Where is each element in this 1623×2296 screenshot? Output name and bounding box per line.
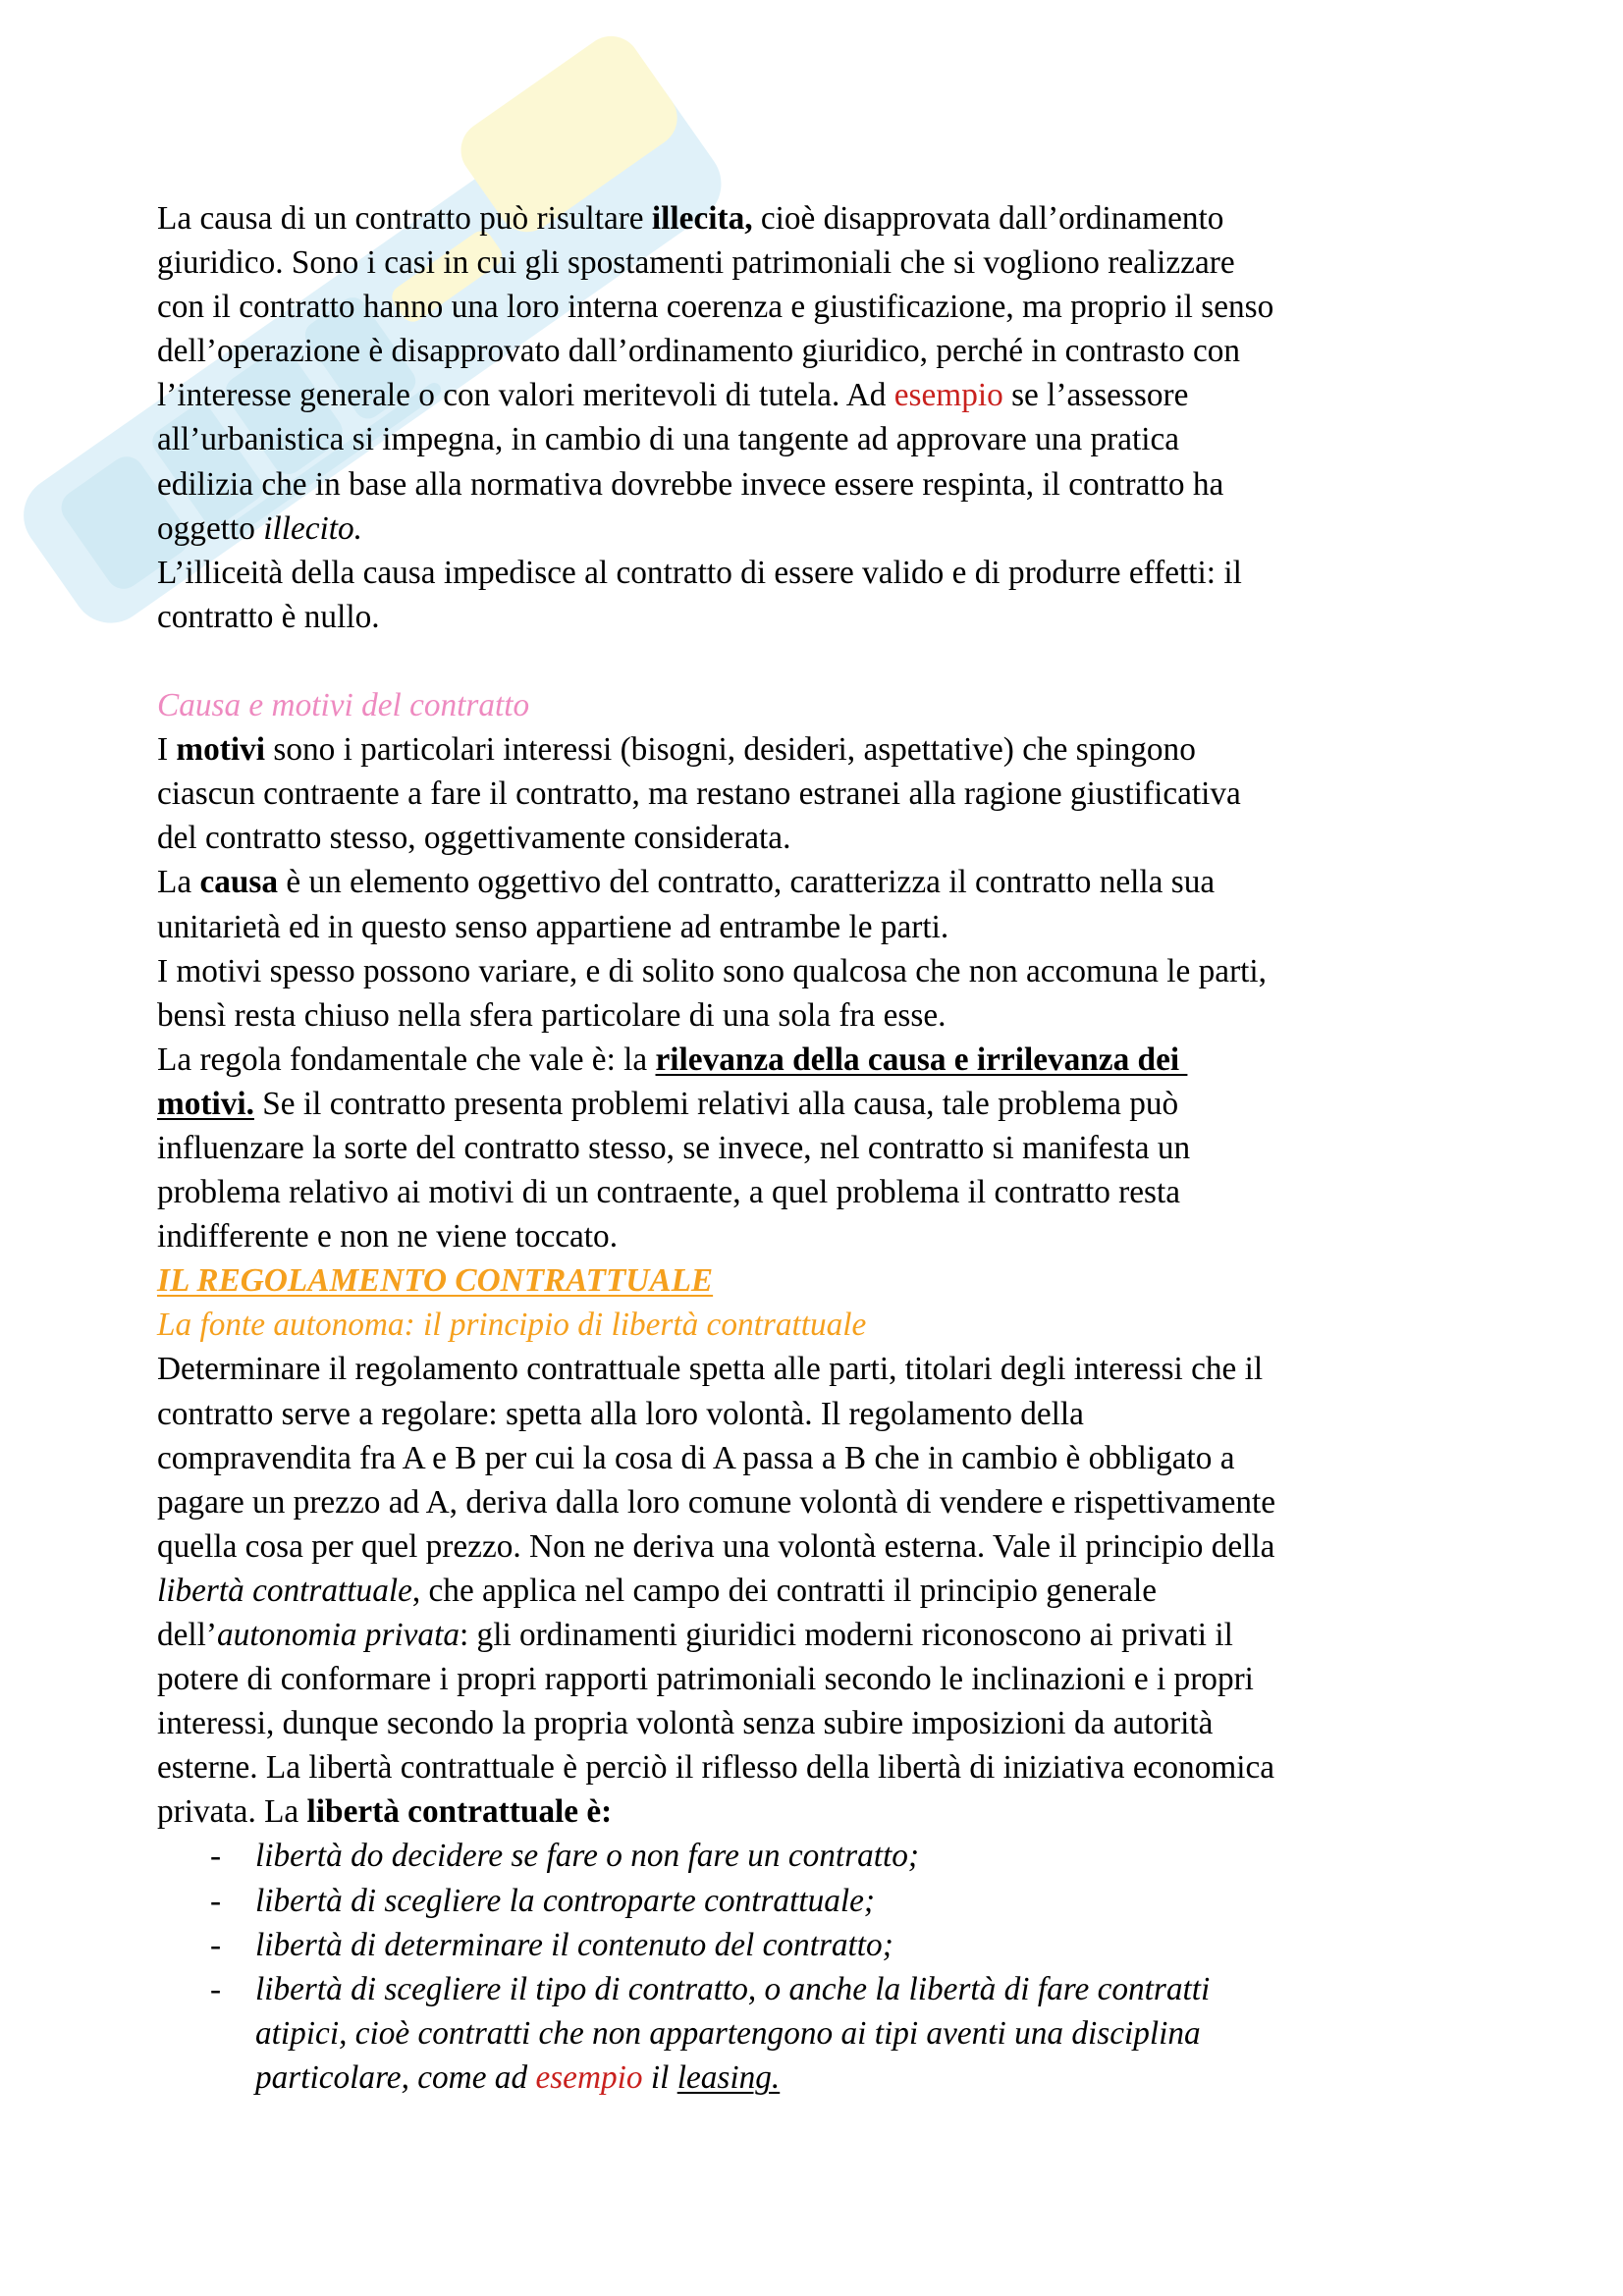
list-item — [157, 1879, 1478, 1923]
section-causa-e-motivi — [157, 683, 1478, 1258]
body-text: privata. La — [157, 1793, 307, 1831]
text-line: influenzare la sorte del contratto stesso, se invece, nel contratto si manifesta un — [157, 1129, 1191, 1166]
body-text: La — [157, 864, 200, 901]
italic-term: illecito. — [263, 509, 362, 547]
bold-term: libertà contrattuale è: — [306, 1793, 613, 1831]
text-line — [157, 1569, 1478, 1613]
list-item-text: il — [642, 2058, 677, 2096]
text-line: indifferente e non ne viene toccato. — [157, 1218, 619, 1255]
body-text: Se il contratto presenta problemi relativi alla causa, tale problema può — [253, 1085, 1179, 1122]
list-item — [157, 1967, 1478, 2100]
bold-term: causa — [199, 864, 279, 901]
text-line: pagare un prezzo ad A, deriva dalla loro comune volontà di vendere e rispettivamente — [157, 1483, 1276, 1521]
italic-term: autonomia privata — [217, 1617, 460, 1653]
list-item-text: libertà di scegliere la controparte contrattuale; — [255, 1882, 875, 1919]
list-item-line — [157, 1967, 1478, 2011]
body-text: l’interesse generale o con valori meritevoli di tutela. Ad — [157, 377, 894, 414]
italic-term: libertà contrattuale — [157, 1572, 412, 1609]
text-line: all’urbanistica si impegna, in cambio di una tangente ad approvare una pratica — [157, 421, 1180, 458]
paragraph-causa-illecita — [157, 196, 1478, 639]
body-text: dell’ — [157, 1617, 218, 1653]
red-example-word: esempio — [893, 377, 1003, 414]
list-item-text: libertà di scegliere il tipo di contratto, o anche la libertà di fare contratti — [255, 1970, 1211, 2007]
bold-term: motivi — [176, 731, 266, 769]
underlined-key-phrase: rilevanza della causa e irrilevanza dei — [655, 1041, 1188, 1078]
text-line: con il contratto hanno una loro interna coerenza e giustificazione, ma proprio il senso — [157, 289, 1274, 326]
underlined-term: leasing. — [676, 2058, 781, 2096]
text-line — [157, 1038, 1478, 1082]
text-line — [157, 727, 1478, 772]
text-line: contratto è nullo. — [157, 598, 380, 635]
list-item — [157, 1834, 1478, 1878]
text-line: Determinare il regolamento contrattuale spetta alle parti, titolari degli interessi che il — [157, 1351, 1264, 1388]
text-line: unitarietà ed in questo senso appartiene ad entrambe le parti. — [157, 908, 949, 945]
text-line — [157, 196, 1478, 240]
list-item-text: atipici, cioè contratti che non appartengono ai tipi aventi una disciplina — [255, 2014, 1201, 2052]
list-item-line — [157, 2011, 1478, 2056]
list-dash-marker: - — [210, 1838, 222, 1875]
text-line: dell’operazione è disapprovato dall’ordinamento giuridico, perché in contrasto con — [157, 333, 1241, 370]
text-line: ciascun contraente a fare il contratto, ma restano estranei alla ragione giustificativa — [157, 775, 1241, 813]
list-item — [157, 1923, 1478, 1967]
section-regolamento-contrattuale — [157, 1258, 1478, 2100]
text-line: bensì resta chiuso nella sfera particolare di una sola fra esse. — [157, 996, 947, 1034]
section-title-line — [157, 1258, 1478, 1303]
body-text: I — [157, 731, 177, 769]
text-line — [157, 373, 1478, 417]
list-dash-marker: - — [210, 1970, 222, 2007]
document-body — [157, 196, 1478, 2100]
red-example-word: esempio — [535, 2058, 643, 2096]
text-line: problema relativo ai motivi di un contraente, a quel problema il contratto resta — [157, 1174, 1181, 1211]
list-item-text: particolare, come ad — [255, 2058, 536, 2096]
bullet-list — [157, 1834, 1478, 2100]
text-line: del contratto stesso, oggettivamente considerata. — [157, 820, 791, 857]
text-line: edilizia che in base alla normativa dovrebbe invece essere respinta, il contratto ha — [157, 465, 1224, 503]
body-text: , che applica nel campo dei contratti il principio generale — [411, 1572, 1157, 1609]
list-item-text: libertà di determinare il contenuto del contratto; — [255, 1926, 893, 1963]
text-line: giuridico. Sono i casi in cui gli spostamenti patrimoniali che si vogliono realizzare — [157, 244, 1235, 282]
text-line — [157, 507, 1478, 551]
list-item-line — [157, 2056, 1478, 2100]
text-line: I motivi spesso possono variare, e di solito sono qualcosa che non accomuna le parti, — [157, 952, 1267, 989]
body-text: sono i particolari interessi (bisogni, desideri, aspettative) che spingono — [265, 731, 1196, 769]
body-text: oggetto — [157, 509, 264, 547]
bold-term: illecita, — [651, 200, 753, 237]
text-line: quella cosa per quel prezzo. Non ne deriva una volontà esterna. Vale il principio della — [157, 1527, 1275, 1565]
body-text: è un elemento oggettivo del contratto, caratterizza il contratto nella sua — [278, 864, 1216, 901]
text-line: compravendita fra A e B per cui la cosa di A passa a B che in cambio è obbligato a — [157, 1439, 1235, 1476]
body-text: : gli ordinamenti giuridici moderni riconoscono ai privati il — [459, 1617, 1233, 1653]
list-item-text: libertà do decidere se fare o non fare un contratto; — [255, 1838, 919, 1875]
list-dash-marker: - — [210, 1882, 222, 1919]
section-heading: Causa e motivi del contratto — [157, 687, 530, 724]
body-text: cioè disapprovata dall’ordinamento — [752, 200, 1224, 237]
text-line — [157, 1789, 1478, 1834]
body-text: se l’assessore — [1002, 377, 1189, 414]
blank-line — [157, 639, 1478, 683]
text-line: contratto serve a regolare: spetta alla loro volontà. Il regolamento della — [157, 1395, 1084, 1432]
list-dash-marker: - — [210, 1926, 222, 1963]
text-line: esterne. La libertà contrattuale è perciò il riflesso della libertà di iniziativa economica — [157, 1749, 1275, 1787]
text-line — [157, 860, 1478, 904]
text-line — [157, 1613, 1478, 1657]
body-text: La causa di un contratto può risultare — [157, 200, 652, 237]
text-line: L’illiceità della causa impedisce al contratto di essere valido e di produrre effetti: il — [157, 554, 1242, 591]
underlined-key-phrase: motivi. — [157, 1085, 254, 1122]
section-title: IL REGOLAMENTO CONTRATTUALE — [157, 1262, 714, 1300]
body-text: La regola fondamentale che vale è: la — [157, 1041, 656, 1078]
text-line — [157, 1082, 1478, 1126]
text-line: interessi, dunque secondo la propria volontà senza subire imposizioni da autorità — [157, 1705, 1214, 1742]
section-subtitle: La fonte autonoma: il principio di libertà contrattuale — [157, 1307, 867, 1344]
text-line: potere di conformare i propri rapporti patrimoniali secondo le inclinazioni e i propri — [157, 1661, 1254, 1698]
